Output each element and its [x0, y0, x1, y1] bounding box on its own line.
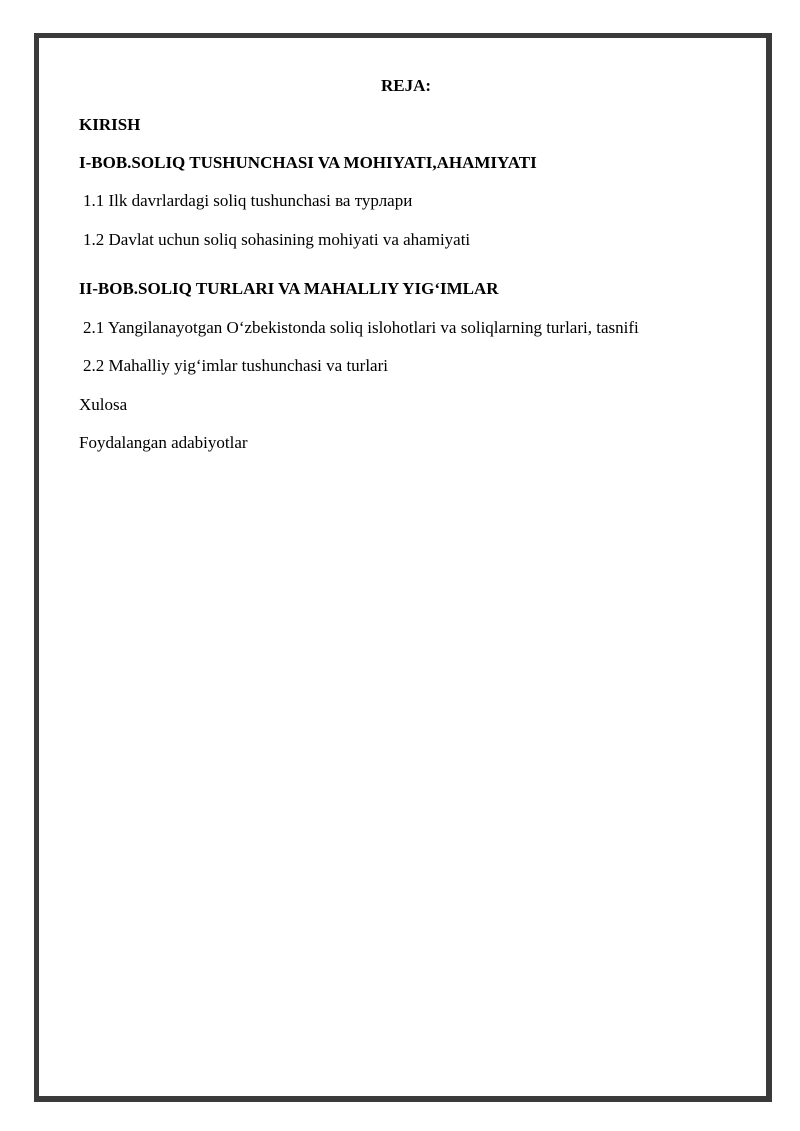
page-title: REJA:	[380, 76, 432, 95]
toc-section-1-1: 1.1 Ilk davrlardagi soliq tushunchasi ва турлари	[83, 191, 413, 210]
toc-item-references: Foydalangan adabiyotlar	[79, 433, 248, 452]
toc-section-2-2: 2.2 Mahalliy yig‘imlar tushunchasi va turlari	[83, 356, 388, 375]
toc-item-xulosa: Xulosa	[79, 395, 128, 414]
toc-chapter-2: II-BOB.SOLIQ TURLARI VA MAHALLIY YIG‘IMLAR	[79, 279, 499, 298]
toc-chapter-1: I-BOB.SOLIQ TUSHUNCHASI VA MOHIYATI,AHAMIYATI	[79, 153, 537, 172]
toc-section-2-1: 2.1 Yangilanayotgan O‘zbekistonda soliq islohotlari va soliqlarning turlari, tasnifi	[83, 318, 639, 337]
toc-section-1-2: 1.2 Davlat uchun soliq sohasining mohiyati va ahamiyati	[83, 230, 471, 249]
toc-item-kirish: KIRISH	[79, 115, 141, 134]
